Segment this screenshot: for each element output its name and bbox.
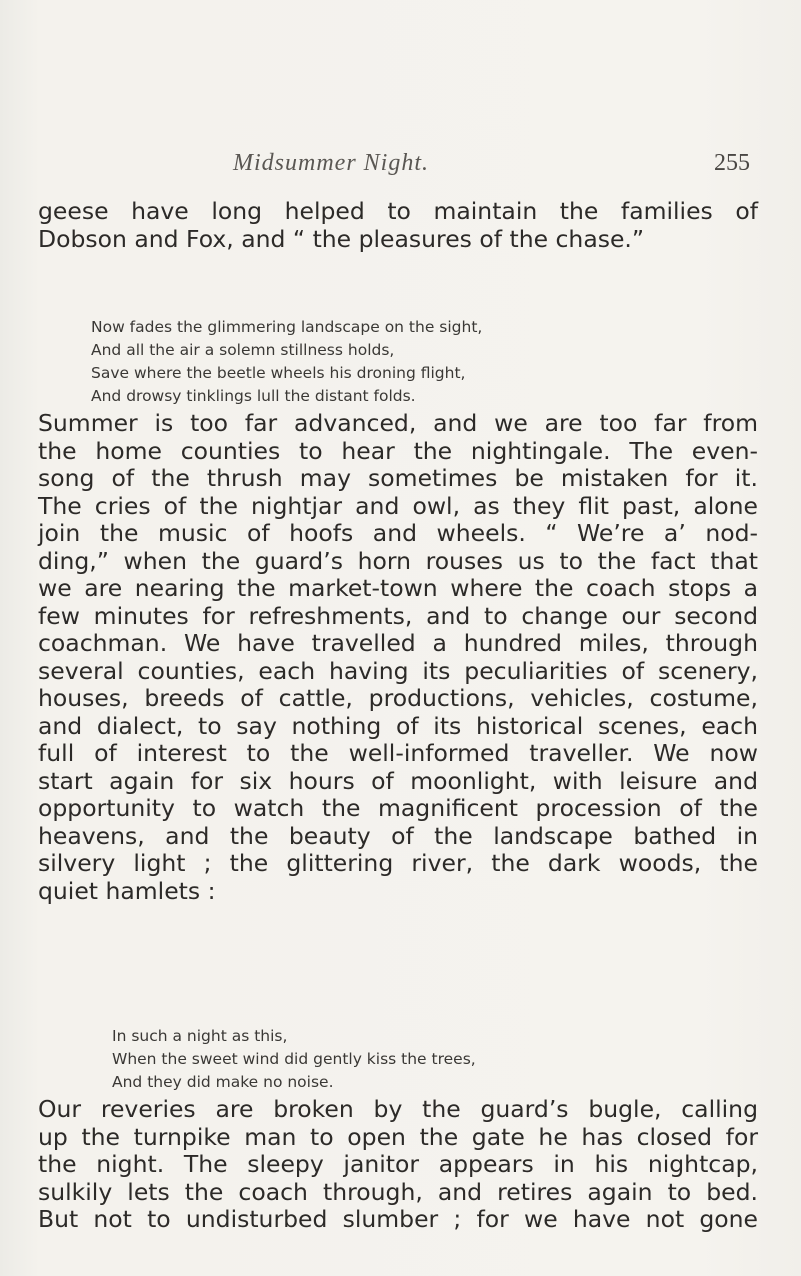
text-line: silvery light ; the glittering river, the dark woods, the <box>38 849 758 877</box>
text-line: Summer is too far advanced, and we are too far from <box>38 409 758 437</box>
verse-line: And drowsy tinklings lull the distant folds. <box>91 387 416 405</box>
paragraph <box>38 1096 758 1234</box>
verse-line: Save where the beetle wheels his droning flight, <box>91 364 466 382</box>
text-line: the night. The sleepy janitor appears in his nightcap, <box>38 1150 758 1178</box>
text-line: opportunity to watch the magnificent procession of the <box>38 794 758 822</box>
verse-line: And they did make no noise. <box>112 1073 334 1091</box>
running-title: Midsummer Night. <box>233 150 429 176</box>
page-number: 255 <box>714 150 750 176</box>
text-line: few minutes for refreshments, and to change our second <box>38 601 758 630</box>
text-line: Our reveries are broken by the guard’s bugle, calling <box>38 1095 758 1123</box>
paragraph <box>38 410 758 905</box>
text-line: up the turnpike man to open the gate he has closed for <box>38 1122 758 1151</box>
text-line: join the music of hoofs and wheels. “ We’re a’ nod- <box>38 519 758 547</box>
text-line: song of the thrush may sometimes be mistaken for it. <box>38 464 758 492</box>
text-line: the home counties to hear the nightingale. The even- <box>38 436 758 465</box>
page-header <box>0 150 801 180</box>
verse-line: When the sweet wind did gently kiss the trees, <box>112 1050 476 1068</box>
verse-line: Now fades the glimmering landscape on the sight, <box>91 318 483 336</box>
verse-quotation <box>112 1025 476 1094</box>
text-line: we are nearing the market-town where the coach stops a <box>38 574 758 602</box>
text-line: several counties, each having its peculiarities of scenery, <box>38 656 758 685</box>
text-line: But not to undisturbed slumber ; for we have not gone <box>38 1205 758 1233</box>
text-line: quiet hamlets : <box>38 876 216 905</box>
text-line: The cries of the nightjar and owl, as they flit past, alone <box>38 491 758 520</box>
verse-quotation <box>91 316 482 408</box>
text-line: sulkily lets the coach through, and retires again to bed. <box>38 1177 758 1206</box>
text-line: houses, breeds of cattle, productions, vehicles, costume, <box>38 684 758 712</box>
text-line: Dobson and Fox, and “ the pleasures of the chase.” <box>38 224 645 253</box>
paragraph <box>38 198 758 253</box>
text-line: and dialect, to say nothing of its historical scenes, each <box>38 711 758 740</box>
text-line: coachman. We have travelled a hundred miles, through <box>38 629 758 657</box>
text-line: ding,” when the guard’s horn rouses us to the fact that <box>38 546 758 575</box>
verse-line: In such a night as this, <box>112 1027 288 1045</box>
verse-line: And all the air a solemn stillness holds, <box>91 341 395 359</box>
text-line: heavens, and the beauty of the landscape bathed in <box>38 821 758 850</box>
text-line: full of interest to the well-informed traveller. We now <box>38 739 758 767</box>
text-line: geese have long helped to maintain the families of <box>38 197 758 225</box>
text-line: start again for six hours of moonlight, with leisure and <box>38 766 758 795</box>
